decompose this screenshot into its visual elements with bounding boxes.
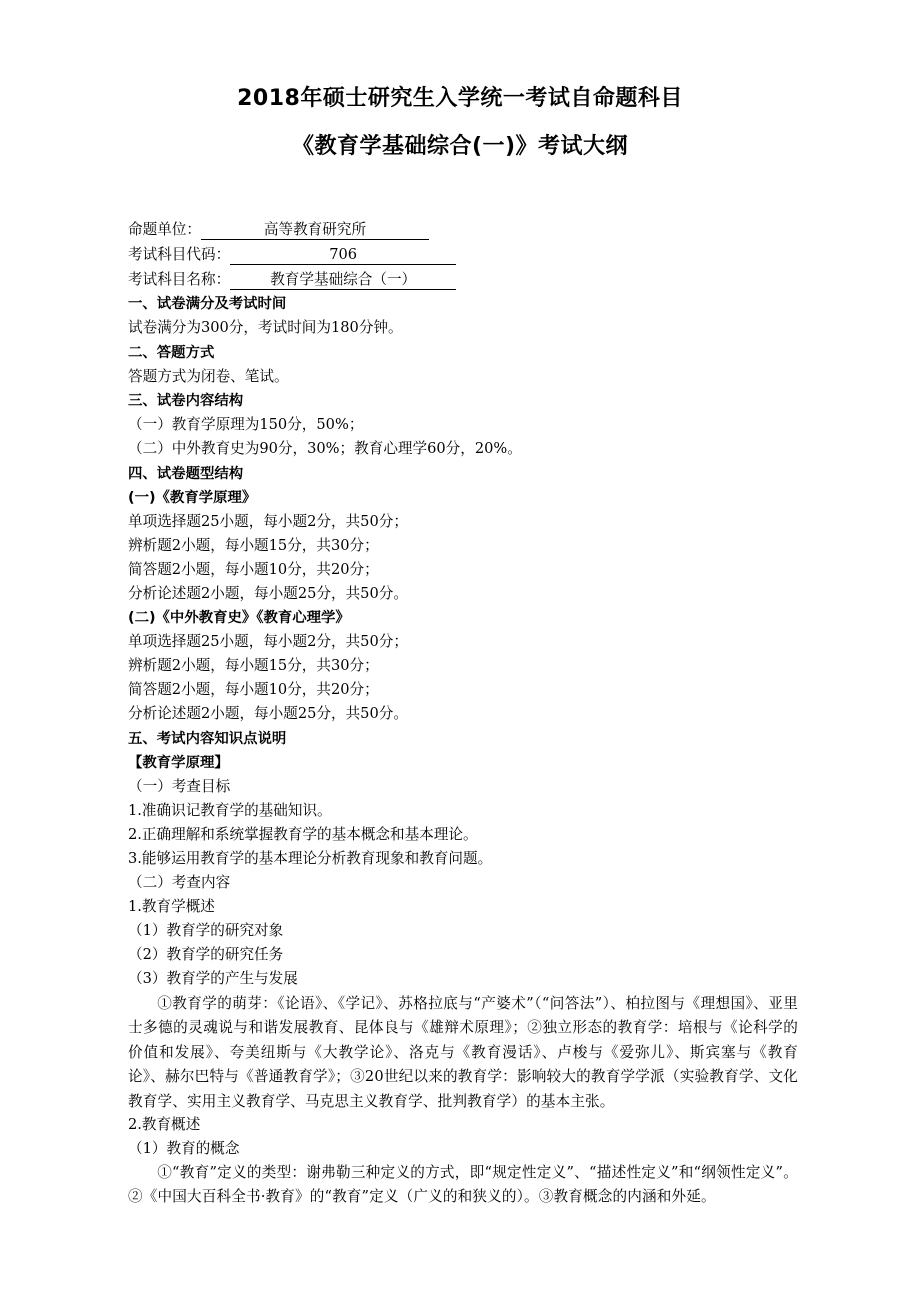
section4-group1-item: 辨析题2小题，每小题15分，共30分； [128,537,379,554]
section1-text: 试卷满分为300分，考试时间为180分钟。 [128,319,403,336]
section2-heading: 二、答题方式 [128,345,215,361]
info-code-label: 考试科目代码： [128,246,231,263]
content-heading: （二）考查内容 [128,874,231,891]
section3-heading: 三、试卷内容结构 [128,393,244,409]
section1-heading: 一、试卷满分及考试时间 [128,296,287,312]
topic1-item: （1）教育学的研究对象 [128,922,284,939]
info-unit-label: 命题单位： [128,221,201,238]
section4-group1-item: 简答题2小题，每小题10分，共20分； [128,561,379,578]
info-name-value: 教育学基础综合（一） [230,270,456,290]
section3-item: （二）中外教育史为90分，30%；教育心理学60分，20%。 [128,440,522,457]
section5-heading: 五、考试内容知识点说明 [128,731,287,747]
info-unit-value: 高等教育研究所 [201,220,429,240]
section4-group1-item: 分析论述题2小题，每小题25分，共50分。 [128,585,408,602]
objective-item: 3.能够运用教育学的基本理论分析教育现象和教育问题。 [128,850,493,867]
info-name-label: 考试科目名称： [128,271,231,288]
section4-heading: 四、试卷题型结构 [128,466,244,482]
topic1-item: （3）教育学的产生与发展 [128,970,298,987]
topic2-item: （1）教育的概念 [128,1140,240,1157]
document-title-line1: 2018年硕士研究生入学统一考试自命题科目 [237,86,683,111]
info-name-row [128,268,828,292]
topic1-item: （2）教育学的研究任务 [128,946,284,963]
objective-item: 1.准确识记教育学的基础知识。 [128,802,332,819]
topic1-heading: 1.教育学概述 [128,898,215,915]
topic2-heading: 2.教育概述 [128,1116,201,1133]
topic1-paragraph: ①教育学的萌芽：《论语》、《学记》、苏格拉底与“产婆术”（“问答法”）、柏拉图与《理想国》、亚里士多德的灵魂说与和谐发展教育、昆体良与《雄辩术原理》；②独立形态的教育学：培根与《论科学的价值和发展》、夸美纽斯与《大教学论》、洛克与《教育漫话》、卢梭与《爱弥儿》、斯宾塞与《教育论》、赫尔巴特与《普通教育学》；③20世纪以来的教育学：影响较大的教育学学派（实验教育学、文化教育学、实用主义教育学、马克思主义教育学、批判教育学）的基本主张。 [128,995,798,1110]
section3-item: （一）教育学原理为150分，50%； [128,416,364,433]
section4-group2-item: 简答题2小题，每小题10分，共20分； [128,681,379,698]
objective-heading: （一）考查目标 [128,778,231,795]
info-unit-row [128,218,828,242]
section2-text: 答题方式为闭卷、笔试。 [128,368,289,385]
section4-group2-item: 分析论述题2小题，每小题25分，共50分。 [128,705,408,722]
objective-item: 2.正确理解和系统掌握教育学的基本概念和基本理论。 [128,826,478,843]
section5-subject: 【教育学原理】 [128,755,229,771]
topic2-paragraph: ①“教育”定义的类型：谢弗勒三种定义的方式，即“规定性定义”、“描述性定义”和“纲领性定义”。②《中国大百科全书·教育》的“教育”定义（广义的和狭义的）。③教育概念的内涵和外延。 [128,1164,798,1206]
section4-group2-item: 单项选择题25小题，每小题2分，共50分； [128,633,408,650]
section4-group1-item: 单项选择题25小题，每小题2分，共50分； [128,513,408,530]
info-code-row [128,243,828,267]
info-code-value: 706 [230,245,456,265]
section4-group2-heading: (二)《中外教育史》《教育心理学》 [128,610,350,626]
section4-group1-heading: (一)《教育学原理》 [128,490,257,506]
document-title-line2: 《教育学基础综合(一)》考试大纲 [291,134,629,159]
section4-group2-item: 辨析题2小题，每小题15分，共30分； [128,657,379,674]
